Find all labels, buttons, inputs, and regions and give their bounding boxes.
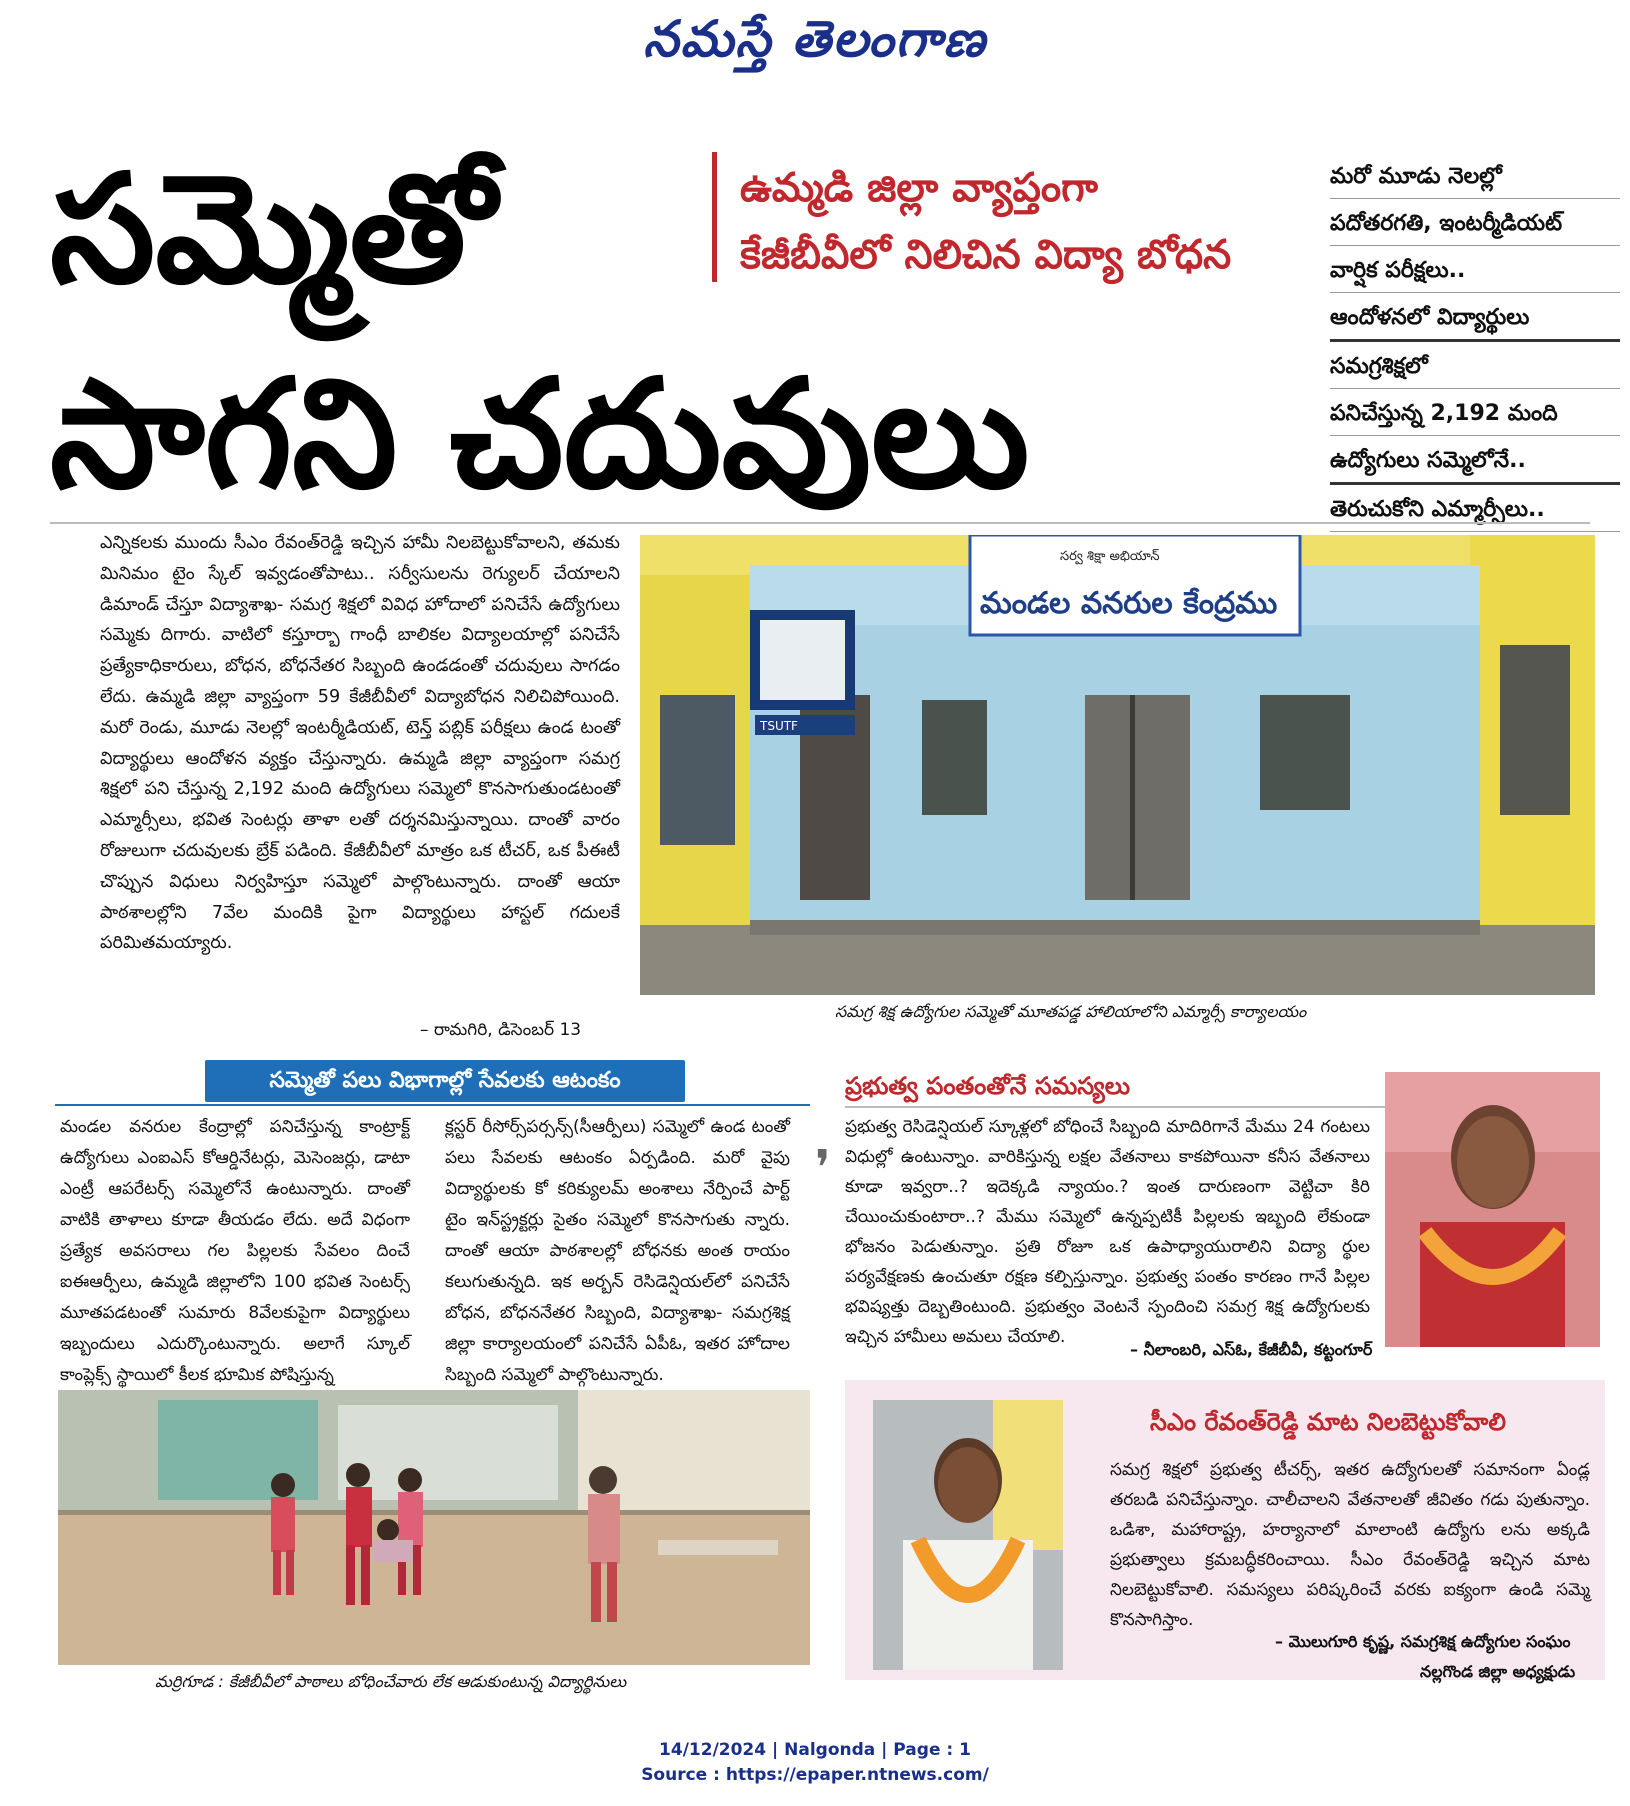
mrc-office-illustration [640,535,1595,995]
mrc-office-photo [640,535,1595,995]
subheadline-line1: ఉమ్మడి జిల్లా వ్యాప్తంగా [740,165,1099,211]
sign-main-text: మండల వనరుల కేంద్రము [980,586,1278,621]
cm-box-byline-designation: నల్లగొండ జిల్లా అధ్యక్షుడు [1420,1662,1576,1681]
gov-box-rule [845,1106,1385,1108]
tsutf-board-label: TSUTF [760,719,798,733]
section-rule [55,1104,810,1106]
students-playing-illustration [58,1390,810,1665]
gov-box-title: ప్రభుత్వ పంతంతోనే సమస్యలు [845,1072,1131,1100]
side-point: ఆందోళనలో విద్యార్థులు [1330,299,1620,342]
side-point: మరో మూడు నెలల్లో [1330,158,1620,199]
masthead: నమస్తే తెలంగాణ [643,10,987,68]
side-highlights [1330,158,1620,584]
lead-article-text: ఎన్నికలకు ముందు సీఎం రేవంత్‌రెడ్డి ఇచ్చిన హామీ నిలబెట్టుకోవాలని, తమకు మినిమం టైం స్కేల్ ఇవ్వడంతోపాటు.. సర్వీసులను రెగ్యులర్ చేయాలని డిమాండ్ చేస్తూ విద్యాశాఖ- సమగ్ర శిక్షలో వివిధ హోదాలో పనిచేసే ఉద్యోగులు సమ్మెకు దిగారు. వాటిలో కస్తూర్బా గాంధీ బాలికల విద్యాలయాల్లో పనిచేసే ప్రత్యేకాధికారులు, బోధన, బోధనేతర సిబ్బంది ఉండడంతో చదువులు సాగడం లేదు. ఉమ్మడి జిల్లా వ్యాప్తంగా 59 కేజీబీవీలో విద్యాబోధన నిలిచిపోయింది. మరో రెండు, మూడు నెలల్లో ఇంటర్మీడియట్, టెన్త్ పబ్లిక్ పరీక్షలు ఉండ టంతో విద్యార్థులు ఆందోళన వ్యక్తం చేస్తున్నారు. ఉమ్మడి జిల్లా వ్యాప్తంగా సమగ్ర శిక్షలో పని చేస్తున్న 2,192 మంది ఉద్యోగులు సమ్మెలో కొనసాగుతుండటంతో ఎమ్మార్సీలు, భవిత సెంటర్లు తాళా లతో దర్శనమిస్తున్నాయి. దాంతో వారం రోజులుగా చదువులకు బ్రేక్ పడింది. కేజీబీవీలో మాత్రం ఒక టీచర్, ఒక పీఈటీ చొప్పున విధులు నిర్వహిస్తూ సమ్మెలో పాల్గొంటున్నారు. దాంతో ఆయా పాఠశాలల్లోని 7వేల మందికి పైగా విద్యార్థులు హాస్టల్ గదులకే పరిమితమయ్యారు. [100,533,620,954]
portrait-woman-illustration [1385,1072,1600,1347]
headline-line2: సాగని చదువులు [50,348,1030,522]
footer-date-line: 14/12/2024 | Nalgonda | Page : 1 [659,1740,971,1760]
side-point: తెరుచుకోని ఎమ్మార్సీలు.. [1330,491,1620,532]
lead-byline: – రామగిరి, డిసెంబర్ 13 [420,1020,582,1040]
portrait-man-illustration [873,1400,1063,1670]
top-rule [50,522,1590,524]
side-point: పనిచేస్తున్న 2,192 మంది [1330,395,1620,436]
kgbv-students-photo [58,1390,810,1665]
side-point: పదోతరగతి, ఇంటర్మీడియట్ [1330,205,1620,246]
cm-box-text: సమగ్ర శిక్షలో ప్రభుత్వ టీచర్స్, ఇతర ఉద్యోగులతో సమానంగా ఏండ్ల తరబడి పనిచేస్తున్నాం. చాలీచాలని వేతనాలతో జీవితం గడు పుతున్నాం. ఒడిశా, మహారాష్ట్ర, హర్యానాలో మాలాంటి ఉద్యోగు లను అక్కడి ప్రభుత్వాలు క్రమబద్ధీకరించాయి. సీఎం రేవంత్‌రెడ్డి ఇచ్చిన మాట నిలబెట్టుకోవాలి. సమస్యలు పరిష్కరించే వరకు ఐక్యంగా ఉండి సమ్మె కొనసాగిస్తాం. [1110,1460,1590,1630]
cm-box-title: సీఎం రేవంత్‌రెడ్డి మాట నిలబెట్టుకోవాలి [1150,1408,1506,1436]
footer-source-link[interactable]: Source : https://epaper.ntnews.com/ [641,1765,989,1785]
kgbv-students-caption: మర్రిగూడ : కేజీబీవీలో పాఠాలు బోధించేవారు లేక ఆడుకుంటున్న విద్యార్థినులు [155,1672,627,1691]
side-point: ఉద్యోగులు సమ్మెలోనే.. [1330,442,1620,485]
sign-top-text: సర్వ శిక్షా అభియాన్ [1060,549,1160,564]
gov-box-text: ప్రభుత్వ రెసిడెన్షియల్ స్కూళ్లలో బోధించే సిబ్బంది మాదిరిగానే మేము 24 గంటలు విధుల్లో ఉంటున్నాం. వారికిస్తున్న లక్షల వేతనాలు కాకపోయినా కనీస వేతనాలు కూడా ఇవ్వరా..? ఇదెక్కడి న్యాయం.? ఇంత దారుణంగా వెట్టిచా కిరి చేయించుకుంటారా..? మేము సమ్మెలో ఉన్నప్పటికీ పిల్లలకు ఇబ్బంది లేకుండా భోజనం పెడుతున్నాం. ప్రతి రోజూ ఒక ఉపాధ్యాయురాలిని విద్యా ర్థుల పర్యవేక్షణకు ఉంచుతూ రక్షణ కల్పిస్తున్నాం. ప్రభుత్వ పంతం కారణం గానే పిల్లల భవిష్యత్తు దెబ్బతింటుంది. ప్రభుత్వం వెంటనే స్పందించి సమగ్ర శిక్ష ఉద్యోగులకు ఇచ్చిన హామీలు అమలు చేయాలి. [845,1117,1370,1347]
services-column-left: మండల వనరుల కేంద్రాల్లో పనిచేస్తున్న కాంట్రాక్ట్ ఉద్యోగులు ఎంఐఎస్ కోఆర్డినేటర్లు, మెసెంజర్లు, డాటా ఎంట్రీ ఆపరేటర్స్ సమ్మెలోనే ఉంటున్నారు. దాంతో వాటికి తాళాలు కూడా తీయడం లేదు. అదే విధంగా ప్రత్యేక అవసరాలు గల పిల్లలకు సేవలం దించే ఐఈఆర్పీలు, ఉమ్మడి జిల్లాలోని 100 భవిత సెంటర్స్ మూతపడటంతో సుమారు 8వేలకుపైగా విద్యార్థులు ఇబ్బందులు ఎదుర్కొంటున్నారు. అలాగే స్కూల్ కాంప్లెక్స్ స్థాయిలో కీలక భూమిక పోషిస్తున్న [60,1117,410,1385]
subheadline-line2: కేజీబీవీలో నిలిచిన విద్యా బోధన [740,232,1232,278]
quote-mark-icon: ❜ [815,1140,831,1196]
subheadline-divider [712,152,717,282]
section-title-services: సమ్మెతో పలు విభాగాల్లో సేవలకు ఆటంకం [205,1060,685,1102]
cm-box-byline: – మొలుగూరి కృష్ణ, సమగ్రశిక్ష ఉద్యోగుల సంఘం [1275,1632,1571,1651]
side-point: సమగ్రశిక్షలో [1330,348,1620,389]
mrc-office-caption: సమగ్ర శిక్ష ఉద్యోగుల సమ్మెతో మూతపడ్డ హాలియాలోని ఎమ్మార్సీ కార్యాలయం [835,1002,1307,1021]
side-point: వార్షిక పరీక్షలు.. [1330,252,1620,293]
services-column-right: క్లస్టర్ రీసోర్స్‌పర్సన్స్(సీఆర్పీలు) సమ్మెలో ఉండ టంతో పలు సేవలకు ఆటంకం ఏర్పడింది. మరో వైపు విద్యార్థులకు కో కరిక్యులమ్ అంశాలు నేర్పించే పార్ట్ టైం ఇన్‌స్ట్రక్టర్లు సైతం సమ్మెలో కొనసాగుతు న్నారు. దాంతో ఆయా పాఠశాలల్లో బోధనకు అంత రాయం కలుగుతున్నది. ఇక అర్బన్ రెసిడెన్షియల్‌లో పనిచేసే బోధన, బోధననేతర సిబ్బంది, విద్యాశాఖ- సమగ్రశిక్ష జిల్లా కార్యాలయంలో పనిచేసే ఏపీఓ, ఇతర హోదాల సిబ్బంది సమ్మెలో పాల్గొంటున్నారు. [445,1117,790,1385]
krishna-portrait [873,1400,1063,1670]
headline-line1: సమ్మెతో [50,143,496,317]
neelambari-portrait [1385,1072,1600,1347]
gov-box-byline: – నీలాంబరి, ఎస్ఓ, కేజీబీవీ, కట్టంగూర్ [1130,1340,1373,1359]
